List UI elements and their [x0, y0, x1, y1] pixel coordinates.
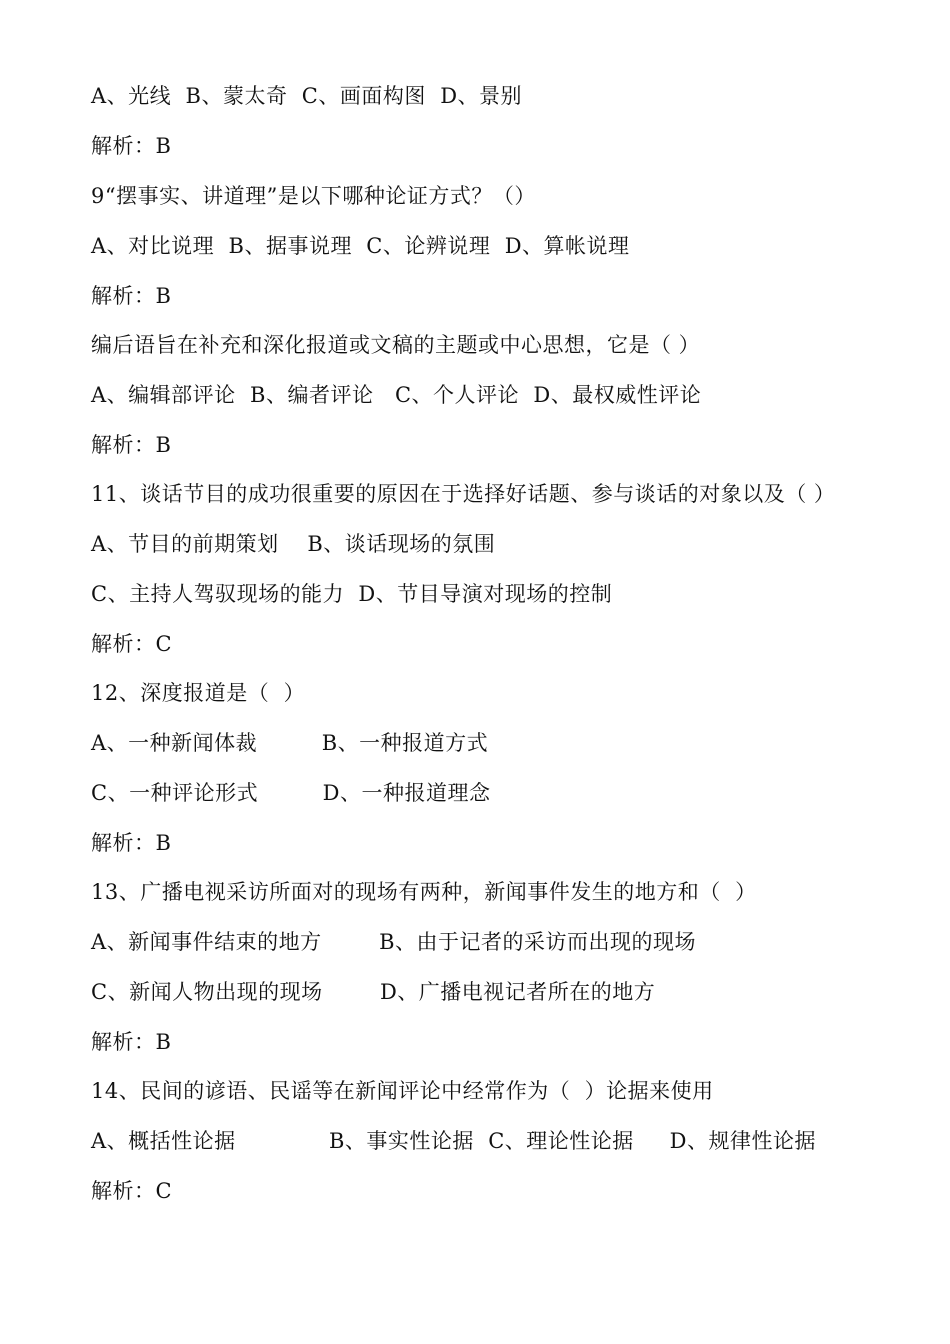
q14-answer: 解析：C — [91, 1179, 173, 1203]
q11-options-ab: A、节目的前期策划 B、谈话现场的氛围 — [91, 532, 496, 556]
q13-question: 13、广播电视采访所面对的现场有两种，新闻事件发生的地方和（ ） — [91, 880, 757, 904]
q10-options: A、编辑部评论 B、编者评论 C、个人评论 D、最权威性评论 — [91, 383, 702, 407]
q12-options-cd: C、一种评论形式 D、一种报道理念 — [91, 781, 491, 805]
q9-answer: 解析：B — [91, 284, 172, 308]
q13-options-ab: A、新闻事件结束的地方 B、由于记者的采访而出现的现场 — [91, 930, 696, 954]
q8-options: A、光线 B、蒙太奇 C、画面构图 D、景别 — [91, 84, 523, 108]
q10-question: 编后语旨在补充和深化报道或文稿的主题或中心思想，它是（ ） — [91, 333, 701, 357]
q11-question: 11、谈话节目的成功很重要的原因在于选择好话题、参与谈话的对象以及（ ） — [91, 482, 836, 506]
q11-answer: 解析：C — [91, 632, 173, 656]
q8-answer: 解析：B — [91, 134, 172, 158]
q10-answer: 解析：B — [91, 433, 172, 457]
q13-options-cd: C、新闻人物出现的现场 D、广播电视记者所在的地方 — [91, 980, 656, 1004]
q14-question: 14、民间的谚语、民谣等在新闻评论中经常作为（ ）论据来使用 — [91, 1079, 714, 1103]
q13-answer: 解析：B — [91, 1030, 172, 1054]
q11-options-cd: C、主持人驾驭现场的能力 D、节目导演对现场的控制 — [91, 582, 613, 606]
q12-question: 12、深度报道是（ ） — [91, 681, 306, 705]
q9-options: A、对比说理 B、据事说理 C、论辨说理 D、算帐说理 — [91, 234, 630, 258]
q12-answer: 解析：B — [91, 831, 172, 855]
q12-options-ab: A、一种新闻体裁 B、一种报道方式 — [91, 731, 489, 755]
q14-options: A、概括性论据 B、事实性论据 C、理论性论据 D、规律性论据 — [91, 1129, 817, 1153]
q9-question: 9“摆事实、讲道理”是以下哪种论证方式？（） — [91, 184, 536, 208]
